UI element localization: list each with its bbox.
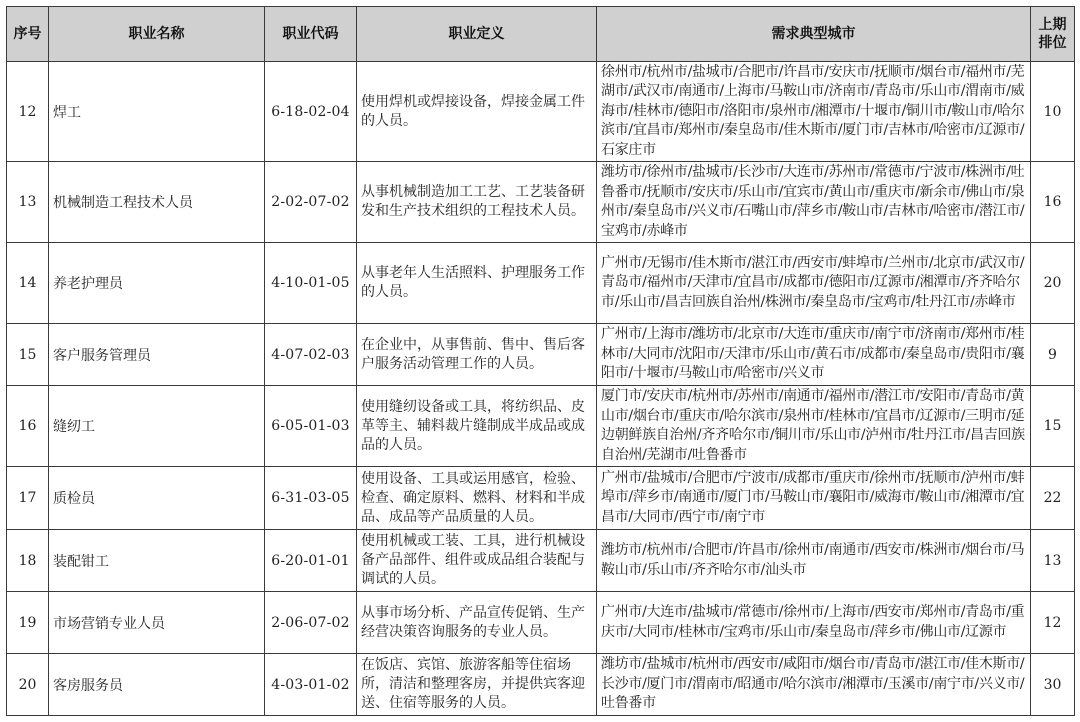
cell-previous-rank: 10 [1031, 62, 1075, 162]
cell-previous-rank: 16 [1031, 162, 1075, 243]
header-occupation-definition: 职业定义 [357, 7, 597, 62]
cell-previous-rank: 15 [1031, 386, 1075, 467]
cell-occupation-name: 装配钳工 [49, 530, 265, 592]
table-row [7, 243, 1075, 324]
cell-previous-rank: 20 [1031, 243, 1075, 324]
header-previous-rank: 上期排位 [1031, 7, 1075, 62]
table-row [7, 386, 1075, 467]
cell-occupation-name: 市场营销专业人员 [49, 592, 265, 654]
cell-typical-cities: 广州市/盐城市/合肥市/宁波市/成都市/重庆市/徐州市/抚顺市/泸州市/蚌埠市/萍乡市/南通市/厦门市/马鞍山市/襄阳市/威海市/鞍山市/湘潭市/宜昌市/大同市/西宁市/南宁市 [597, 467, 1031, 530]
occupation-demand-table [6, 6, 1075, 716]
cell-typical-cities: 广州市/上海市/潍坊市/北京市/大连市/重庆市/南宁市/济南市/郑州市/桂林市/大同市/沈阳市/天津市/乐山市/黄石市/成都市/秦皇岛市/贵阳市/襄阳市/十堰市/马鞍山市/哈密市/兴义市 [597, 324, 1031, 386]
cell-occupation-code: 4-07-02-03 [265, 324, 357, 386]
cell-occupation-name: 客房服务员 [49, 654, 265, 716]
header-row [7, 7, 1075, 62]
cell-occupation-name: 质检员 [49, 467, 265, 530]
table-row [7, 592, 1075, 654]
cell-occupation-code: 6-20-01-01 [265, 530, 357, 592]
cell-seq: 19 [7, 592, 49, 654]
cell-occupation-code: 6-31-03-05 [265, 467, 357, 530]
cell-occupation-definition: 使用缝纫设备或工具，将纺织品、皮革等主、辅料裁片缝制成半成品或成品的人员。 [357, 386, 597, 467]
cell-occupation-code: 4-10-01-05 [265, 243, 357, 324]
cell-occupation-name: 焊工 [49, 62, 265, 162]
cell-seq: 18 [7, 530, 49, 592]
cell-occupation-name: 缝纫工 [49, 386, 265, 467]
table-row [7, 467, 1075, 530]
cell-occupation-name: 机械制造工程技术人员 [49, 162, 265, 243]
cell-occupation-definition: 从事老年人生活照料、护理服务工作的人员。 [357, 243, 597, 324]
cell-occupation-definition: 在企业中，从事售前、售中、售后客户服务活动管理工作的人员。 [357, 324, 597, 386]
cell-typical-cities: 徐州市/杭州市/盐城市/合肥市/许昌市/安庆市/抚顺市/烟台市/福州市/芜湖市/武汉市/南通市/上海市/马鞍山市/济南市/青岛市/乐山市/渭南市/威海市/桂林市/德阳市/洛阳市/泉州市/湘潭市/十堰市/铜川市/鞍山市/哈尔滨市/宜昌市/郑州市/秦皇岛市/佳木斯市/厦门市/吉林市/哈密市/辽源市/石家庄市 [597, 62, 1031, 162]
cell-typical-cities: 广州市/大连市/盐城市/常德市/徐州市/上海市/西安市/郑州市/青岛市/重庆市/大同市/桂林市/宝鸡市/乐山市/秦皇岛市/萍乡市/佛山市/辽源市 [597, 592, 1031, 654]
cell-occupation-definition: 使用机械或工装、工具，进行机械设备产品部件、组件或成品组合装配与调试的人员。 [357, 530, 597, 592]
cell-previous-rank: 22 [1031, 467, 1075, 530]
cell-occupation-definition: 使用设备、工具或运用感官，检验、检查、确定原料、燃料、材料和半成品、成品等产品质量的人员。 [357, 467, 597, 530]
cell-occupation-code: 6-18-02-04 [265, 62, 357, 162]
header-typical-cities: 需求典型城市 [597, 7, 1031, 62]
cell-occupation-definition: 从事市场分析、产品宣传促销、生产经营决策咨询服务的专业人员。 [357, 592, 597, 654]
cell-previous-rank: 13 [1031, 530, 1075, 592]
cell-typical-cities: 潍坊市/杭州市/合肥市/许昌市/徐州市/南通市/西安市/株洲市/烟台市/马鞍山市/乐山市/齐齐哈尔市/汕头市 [597, 530, 1031, 592]
cell-occupation-definition: 使用焊机或焊接设备，焊接金属工件的人员。 [357, 62, 597, 162]
table-row [7, 654, 1075, 716]
header-occupation-name: 职业名称 [49, 7, 265, 62]
cell-occupation-definition: 从事机械制造加工工艺、工艺装备研发和生产技术组织的工程技术人员。 [357, 162, 597, 243]
table-row [7, 324, 1075, 386]
table-row [7, 162, 1075, 243]
cell-previous-rank: 12 [1031, 592, 1075, 654]
cell-seq: 20 [7, 654, 49, 716]
cell-seq: 15 [7, 324, 49, 386]
header-seq: 序号 [7, 7, 49, 62]
cell-previous-rank: 30 [1031, 654, 1075, 716]
cell-previous-rank: 9 [1031, 324, 1075, 386]
cell-occupation-code: 6-05-01-03 [265, 386, 357, 467]
header-occupation-code: 职业代码 [265, 7, 357, 62]
cell-seq: 12 [7, 62, 49, 162]
cell-occupation-code: 2-02-07-02 [265, 162, 357, 243]
table-body [7, 62, 1075, 716]
cell-occupation-code: 4-03-01-02 [265, 654, 357, 716]
table-header [7, 7, 1075, 62]
cell-typical-cities: 潍坊市/徐州市/盐城市/长沙市/大连市/苏州市/常德市/宁波市/株洲市/吐鲁番市/抚顺市/安庆市/乐山市/宜宾市/黄山市/重庆市/新余市/佛山市/泉州市/秦皇岛市/兴义市/石嘴山市/萍乡市/鞍山市/吉林市/哈密市/潜江市/宝鸡市/赤峰市 [597, 162, 1031, 243]
cell-occupation-name: 客户服务管理员 [49, 324, 265, 386]
cell-seq: 14 [7, 243, 49, 324]
cell-seq: 16 [7, 386, 49, 467]
cell-typical-cities: 潍坊市/盐城市/杭州市/西安市/咸阳市/烟台市/青岛市/湛江市/佳木斯市/长沙市/厦门市/渭南市/昭通市/哈尔滨市/湘潭市/玉溪市/南宁市/兴义市/吐鲁番市 [597, 654, 1031, 716]
cell-seq: 17 [7, 467, 49, 530]
cell-occupation-definition: 在饭店、宾馆、旅游客船等住宿场所，清洁和整理客房，并提供宾客迎送、住宿等服务的人员。 [357, 654, 597, 716]
cell-typical-cities: 厦门市/安庆市/杭州市/苏州市/南通市/福州市/潜江市/安阳市/青岛市/黄山市/烟台市/重庆市/哈尔滨市/泉州市/桂林市/宜昌市/辽源市/三明市/延边朝鲜族自治州/齐齐哈尔市/铜川市/乐山市/泸州市/牡丹江市/昌吉回族自治州/芜湖市/吐鲁番市 [597, 386, 1031, 467]
cell-typical-cities: 广州市/无锡市/佳木斯市/湛江市/西安市/蚌埠市/兰州市/北京市/武汉市/青岛市/福州市/天津市/宜昌市/成都市/德阳市/辽源市/湘潭市/齐齐哈尔市/乐山市/昌吉回族自治州/株洲市/秦皇岛市/宝鸡市/牡丹江市/赤峰市 [597, 243, 1031, 324]
table-row [7, 62, 1075, 162]
table-row [7, 530, 1075, 592]
cell-occupation-code: 2-06-07-02 [265, 592, 357, 654]
cell-seq: 13 [7, 162, 49, 243]
cell-occupation-name: 养老护理员 [49, 243, 265, 324]
